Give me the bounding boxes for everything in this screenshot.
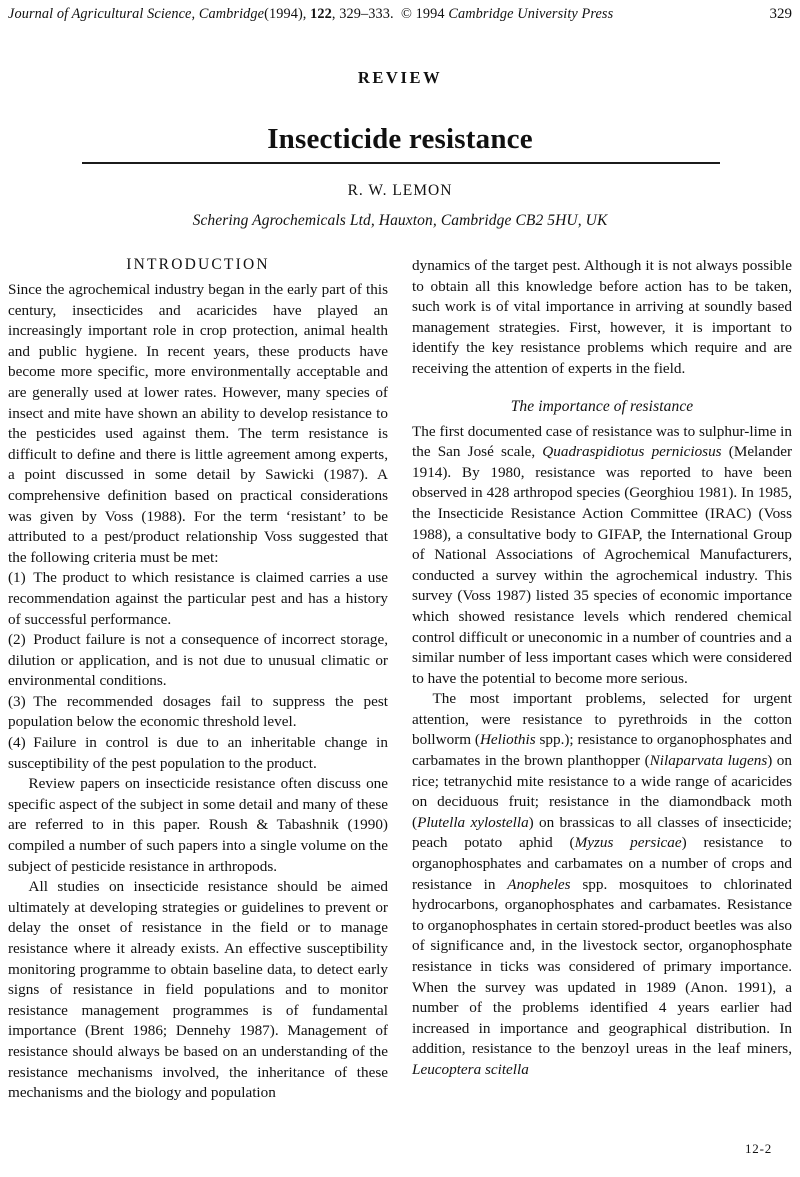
signature-mark: 12-2: [744, 1141, 772, 1156]
page-number: 329: [769, 6, 792, 22]
paragraph: The first documented case of resistance was to sulphur-lime in the San José scale, Quadraspidiotus perniciosus (Melander 1914). By 1980, resistance was reported to have been observed in 428 arthropod species (Georghiou 1981). In 1985, the Insecticide Resistance Action Committee (IRAC) (Voss 1988), a consultative body to GIFAP, the International Group of National Associations of Agrochemical Manufacturers, conducted a survey within the agrochemical industry. This survey (Voss 1987) listed 35 species of economic importance which showed resistance levels which rendered chemical control difficult or uneconomic in a number of countries and a similar number of less important cases which were considered to have the potential to become more serious.: [412, 422, 793, 687]
left-column: [8, 256, 388, 1116]
section-heading-introduction: INTRODUCTION: [126, 256, 270, 273]
publisher-name: Cambridge University Press: [448, 6, 614, 22]
author-name: R. W. LEMON: [347, 182, 453, 199]
paragraph: All studies on insecticide resistance should be aimed ultimately at developing strategies or guidelines to prevent or delay the onset of resistance in the field or to manage resistance where it already exists. An effective susceptibility monitoring programme to obtain baseline data, to detect early signs of resistance in field populations and to monitor resistance management programmes is of fundamental importance (Brent 1986; Dennehy 1987). Management of resistance should always be based on an understanding of the resistance mechanisms involved, the inheritance of these mechanisms and the biology and population: [8, 878, 388, 1102]
paragraph: Since the agrochemical industry began in the early part of this century, insecticides and acaricides have played an increasingly important role in crop protection, animal health and public hygiene. In recent years, these products have become more specific, more environmentally acceptable and are generally used at lower rates. However, many species of insect and mite have shown an ability to develop resistance to the pesticides used against them. The term resistance is difficult to define and there is little agreement among experts, a point discussed in some detail by Sawicki (1987). A comprehensive definition based on practical considerations was given by Voss (1988). For the term ‘resistant’ to be attributed to a pest/product relationship Voss suggested that the following criteria must be met:: [8, 281, 388, 566]
section-heading-importance: The importance of resistance: [510, 397, 694, 415]
right-column: [412, 256, 792, 1116]
issue-year: (1994),: [264, 6, 307, 22]
author-affiliation: Schering Agrochemicals Ltd, Hauxton, Cambridge CB2 5HU, UK: [192, 212, 608, 229]
paragraph: (1) The product to which resistance is claimed carries a use recommendation against the particular pest and has a history of successful performance.: [8, 569, 388, 628]
running-head: [8, 6, 792, 26]
volume-number: 122: [310, 6, 332, 22]
paragraph: (3) The recommended dosages fail to suppress the pest population below the economic threshold level.: [8, 692, 388, 731]
article-type-label: REVIEW: [357, 68, 443, 87]
page-range: , 329–333.: [331, 6, 394, 22]
copyright-notice: © 1994: [401, 6, 445, 22]
paragraph-continuation: dynamics of the target pest. Although it is not always possible to obtain all this knowledge before action has to be taken, such work is of vital importance in arriving at soundly based management strategies. First, however, it is important to identify the key resistance problems which require and are receiving the attention of experts in the field.: [412, 257, 792, 377]
journal-name: Journal of Agricultural Science, Cambridge: [8, 6, 265, 22]
body-columns: [8, 256, 792, 1116]
paragraph: The most important problems, selected for urgent attention, were resistance to pyrethroids in the cotton bollworm (Heliothis spp.); resistance to organophosphates and carbamates in the brown planthopper (Nilaparvata lugens) on rice; tetranychid mite resistance to a wide range of acaricides on deciduous fruit; resistance in the diamondback moth (Plutella xylostella) on brassicas to all classes of insecticide; peach potato aphid (Myzus persicae) resistance to organophosphates and carbamates on a number of crops and resistance in Anopheles spp. mosquitoes to chlorinated hydrocarbons, organophosphates and carbamates. Resistance to organophosphates in certain stored-product beetles was also of significance and, in the livestock sector, organophosphate resistance in ticks was considered of primary importance. When the survey was updated in 1989 (Anon. 1991), a number of the problems identified 4 years earlier had increased in importance and geographical distribution. In addition, resistance to the benzoyl ureas in the leaf miners, Leucoptera scitella: [412, 690, 792, 1078]
paragraph: (2) Product failure is not a consequence of incorrect storage, dilution or application, and is not due to unusual climatic or environmental conditions.: [8, 631, 388, 690]
title-divider: [82, 162, 720, 164]
running-head-citation: [8, 6, 613, 23]
paragraph: Review papers on insecticide resistance often discuss one specific aspect of the subject in some detail and many of these are referred to in this paper. Roush & Tabashnik (1990) compiled a number of such papers into a single volume on the subject of pesticide resistance in arthropods.: [8, 775, 388, 875]
page-title: Insecticide resistance: [267, 123, 533, 156]
paragraph: (4) Failure in control is due to an inheritable change in susceptibility of the pest population to the product.: [8, 734, 388, 772]
